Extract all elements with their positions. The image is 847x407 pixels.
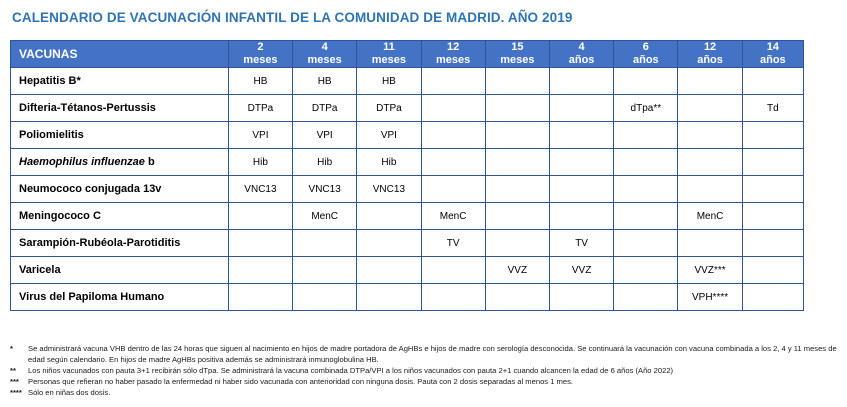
table-row: [11, 68, 804, 95]
header-age-0: [228, 41, 292, 68]
dose-cell: [485, 149, 549, 176]
vaccination-table: [10, 40, 804, 311]
header-age-unit: meses: [307, 54, 342, 66]
dose-cell: [228, 257, 292, 284]
dose-cell: [421, 149, 485, 176]
header-age-2: [357, 41, 421, 68]
dose-cell: [293, 284, 357, 311]
table-row: [11, 203, 804, 230]
dose-cell: MenC: [293, 203, 357, 230]
header-age-unit: años: [568, 54, 595, 66]
dose-cell: [678, 176, 742, 203]
dose-cell: VNC13: [357, 176, 421, 203]
dose-cell: DTPa: [357, 95, 421, 122]
header-age-6: [614, 41, 678, 68]
dose-cell: [357, 230, 421, 257]
dose-cell: [549, 203, 613, 230]
header-age-unit: años: [697, 54, 723, 66]
dose-cell: HB: [228, 68, 292, 95]
dose-cell: DTPa: [228, 95, 292, 122]
vaccine-name: Hepatitis B*: [11, 68, 229, 95]
dose-cell: [614, 68, 678, 95]
table-row: [11, 149, 804, 176]
dose-cell: [549, 95, 613, 122]
dose-cell: [293, 257, 357, 284]
dose-cell: Hib: [357, 149, 421, 176]
dose-cell: [678, 95, 742, 122]
dose-cell: [742, 122, 803, 149]
vaccine-name: Meningococo C: [11, 203, 229, 230]
table-row: [11, 176, 804, 203]
dose-cell: VPI: [228, 122, 292, 149]
vaccine-name: Varicela: [11, 257, 229, 284]
dose-cell: [742, 149, 803, 176]
header-age-number: 4: [578, 41, 585, 53]
dose-cell: VVZ: [549, 257, 613, 284]
header-age-4: [485, 41, 549, 68]
dose-cell: [421, 68, 485, 95]
dose-cell: HB: [293, 68, 357, 95]
dose-cell: [228, 203, 292, 230]
header-age-number: 2: [257, 41, 264, 53]
header-age-8: [742, 41, 803, 68]
dose-cell: VPI: [293, 122, 357, 149]
dose-cell: [614, 230, 678, 257]
footnote-text: Sólo en niñas dos dosis.: [28, 388, 111, 397]
header-age-unit: meses: [436, 54, 471, 66]
dose-cell: [742, 257, 803, 284]
dose-cell: [614, 284, 678, 311]
table-row: [11, 122, 804, 149]
dose-cell: TV: [549, 230, 613, 257]
footnote: [10, 376, 840, 387]
dose-cell: [742, 176, 803, 203]
vaccine-name: Difteria-Tétanos-Pertussis: [11, 95, 229, 122]
vaccine-name: Virus del Papiloma Humano: [11, 284, 229, 311]
vaccine-name: Poliomielitis: [11, 122, 229, 149]
dose-cell: VPI: [357, 122, 421, 149]
footnote-mark: *: [10, 344, 13, 353]
table-row: [11, 257, 804, 284]
dose-cell: [357, 284, 421, 311]
header-age-unit: meses: [371, 54, 407, 66]
header-age-number: 12: [447, 41, 460, 53]
dose-cell: [678, 68, 742, 95]
dose-cell: [485, 230, 549, 257]
dose-cell: VPH****: [678, 284, 742, 311]
dose-cell: [742, 68, 803, 95]
dose-cell: HB: [357, 68, 421, 95]
header-age-5: [549, 41, 613, 68]
footnote-text: Personas que refieran no haber pasado la enfermedad ni haber sido vacunada con anterioridad con ninguna dosis. Pauta con 2 dosis separadas al menos 1 mes.: [28, 377, 573, 386]
header-age-1: [293, 41, 357, 68]
dose-cell: Td: [742, 95, 803, 122]
vaccine-name-rest: b: [144, 156, 155, 168]
dose-cell: [614, 176, 678, 203]
vaccine-name: [11, 149, 229, 176]
header-age-number: 12: [703, 41, 717, 53]
footnotes: [10, 343, 840, 398]
dose-cell: [678, 230, 742, 257]
table-row: [11, 284, 804, 311]
dose-cell: [549, 176, 613, 203]
page-title: CALENDARIO DE VACUNACIÓN INFANTIL DE LA COMUNIDAD DE MADRID. AÑO 2019: [12, 10, 573, 25]
dose-cell: VNC13: [228, 176, 292, 203]
header-age-number: 15: [511, 41, 524, 53]
dose-cell: VVZ***: [678, 257, 742, 284]
dose-cell: [485, 122, 549, 149]
dose-cell: [678, 149, 742, 176]
dose-cell: [485, 68, 549, 95]
dose-cell: [485, 176, 549, 203]
dose-cell: [421, 257, 485, 284]
footnote-text: Los niños vacunados con pauta 3+1 recibirán sólo dTpa. Se administrará la vacuna combinada DTPa/VPI a los niños vacunados con pauta 2+1 cuando alcancen la edad de 6 años (Año 2022): [28, 366, 674, 375]
dose-cell: MenC: [421, 203, 485, 230]
header-row: [11, 41, 804, 68]
footnote-text: Se administrará vacuna VHB dentro de las 24 horas que siguen al nacimiento en hijos de madre portadora de AgHBs e hijos de madre con serología desconocida. Se continuará la vacunación con vacuna combinada a los 2, 4 y 11 meses de edad según calendario. En hijos de madre AgHBs positiva además se administrará inmunoglobulina HB.: [28, 344, 837, 364]
dose-cell: [742, 284, 803, 311]
dose-cell: [614, 203, 678, 230]
dose-cell: [614, 149, 678, 176]
header-age-number: 4: [321, 41, 328, 53]
table-row: [11, 95, 804, 122]
header-vacunas: VACUNAS: [11, 41, 229, 68]
dose-cell: [421, 95, 485, 122]
header-age-number: 14: [766, 41, 779, 53]
dose-cell: VNC13: [293, 176, 357, 203]
footnote: [10, 343, 840, 365]
table-row: [11, 230, 804, 257]
dose-cell: [742, 230, 803, 257]
dose-cell: [742, 203, 803, 230]
footnote-mark: ***: [10, 377, 19, 386]
dose-cell: [228, 284, 292, 311]
header-age-3: [421, 41, 485, 68]
vaccine-name: Neumococo conjugada 13v: [11, 176, 229, 203]
dose-cell: [678, 122, 742, 149]
dose-cell: MenC: [678, 203, 742, 230]
dose-cell: TV: [421, 230, 485, 257]
header-age-number: 11: [383, 41, 395, 53]
dose-cell: [421, 284, 485, 311]
header-age-7: [678, 41, 742, 68]
dose-cell: [357, 257, 421, 284]
dose-cell: [614, 257, 678, 284]
dose-cell: [549, 122, 613, 149]
dose-cell: [485, 95, 549, 122]
dose-cell: [549, 68, 613, 95]
dose-cell: Hib: [228, 149, 292, 176]
dose-cell: [485, 284, 549, 311]
dose-cell: [421, 122, 485, 149]
dose-cell: [485, 203, 549, 230]
dose-cell: [549, 284, 613, 311]
footnote: [10, 387, 840, 398]
dose-cell: dTpa**: [614, 95, 678, 122]
dose-cell: [614, 122, 678, 149]
table-body: [11, 68, 804, 311]
footnote-mark: ****: [10, 388, 22, 397]
footnote-mark: **: [10, 366, 16, 375]
header-age-unit: años: [760, 54, 786, 66]
footnote: [10, 365, 840, 376]
header-age-unit: años: [632, 54, 659, 66]
dose-cell: [228, 230, 292, 257]
vaccine-name-italic: Haemophilus influenzae: [19, 156, 145, 168]
header-age-unit: meses: [243, 54, 278, 66]
dose-cell: [357, 203, 421, 230]
dose-cell: Hib: [293, 149, 357, 176]
header-age-number: 6: [642, 41, 649, 53]
header-age-unit: meses: [500, 54, 535, 66]
dose-cell: [293, 230, 357, 257]
dose-cell: [421, 176, 485, 203]
dose-cell: VVZ: [485, 257, 549, 284]
dose-cell: [549, 149, 613, 176]
vaccine-name: Sarampión-Rubéola-Parotiditis: [11, 230, 229, 257]
dose-cell: DTPa: [293, 95, 357, 122]
vaccination-table-container: [10, 40, 804, 311]
